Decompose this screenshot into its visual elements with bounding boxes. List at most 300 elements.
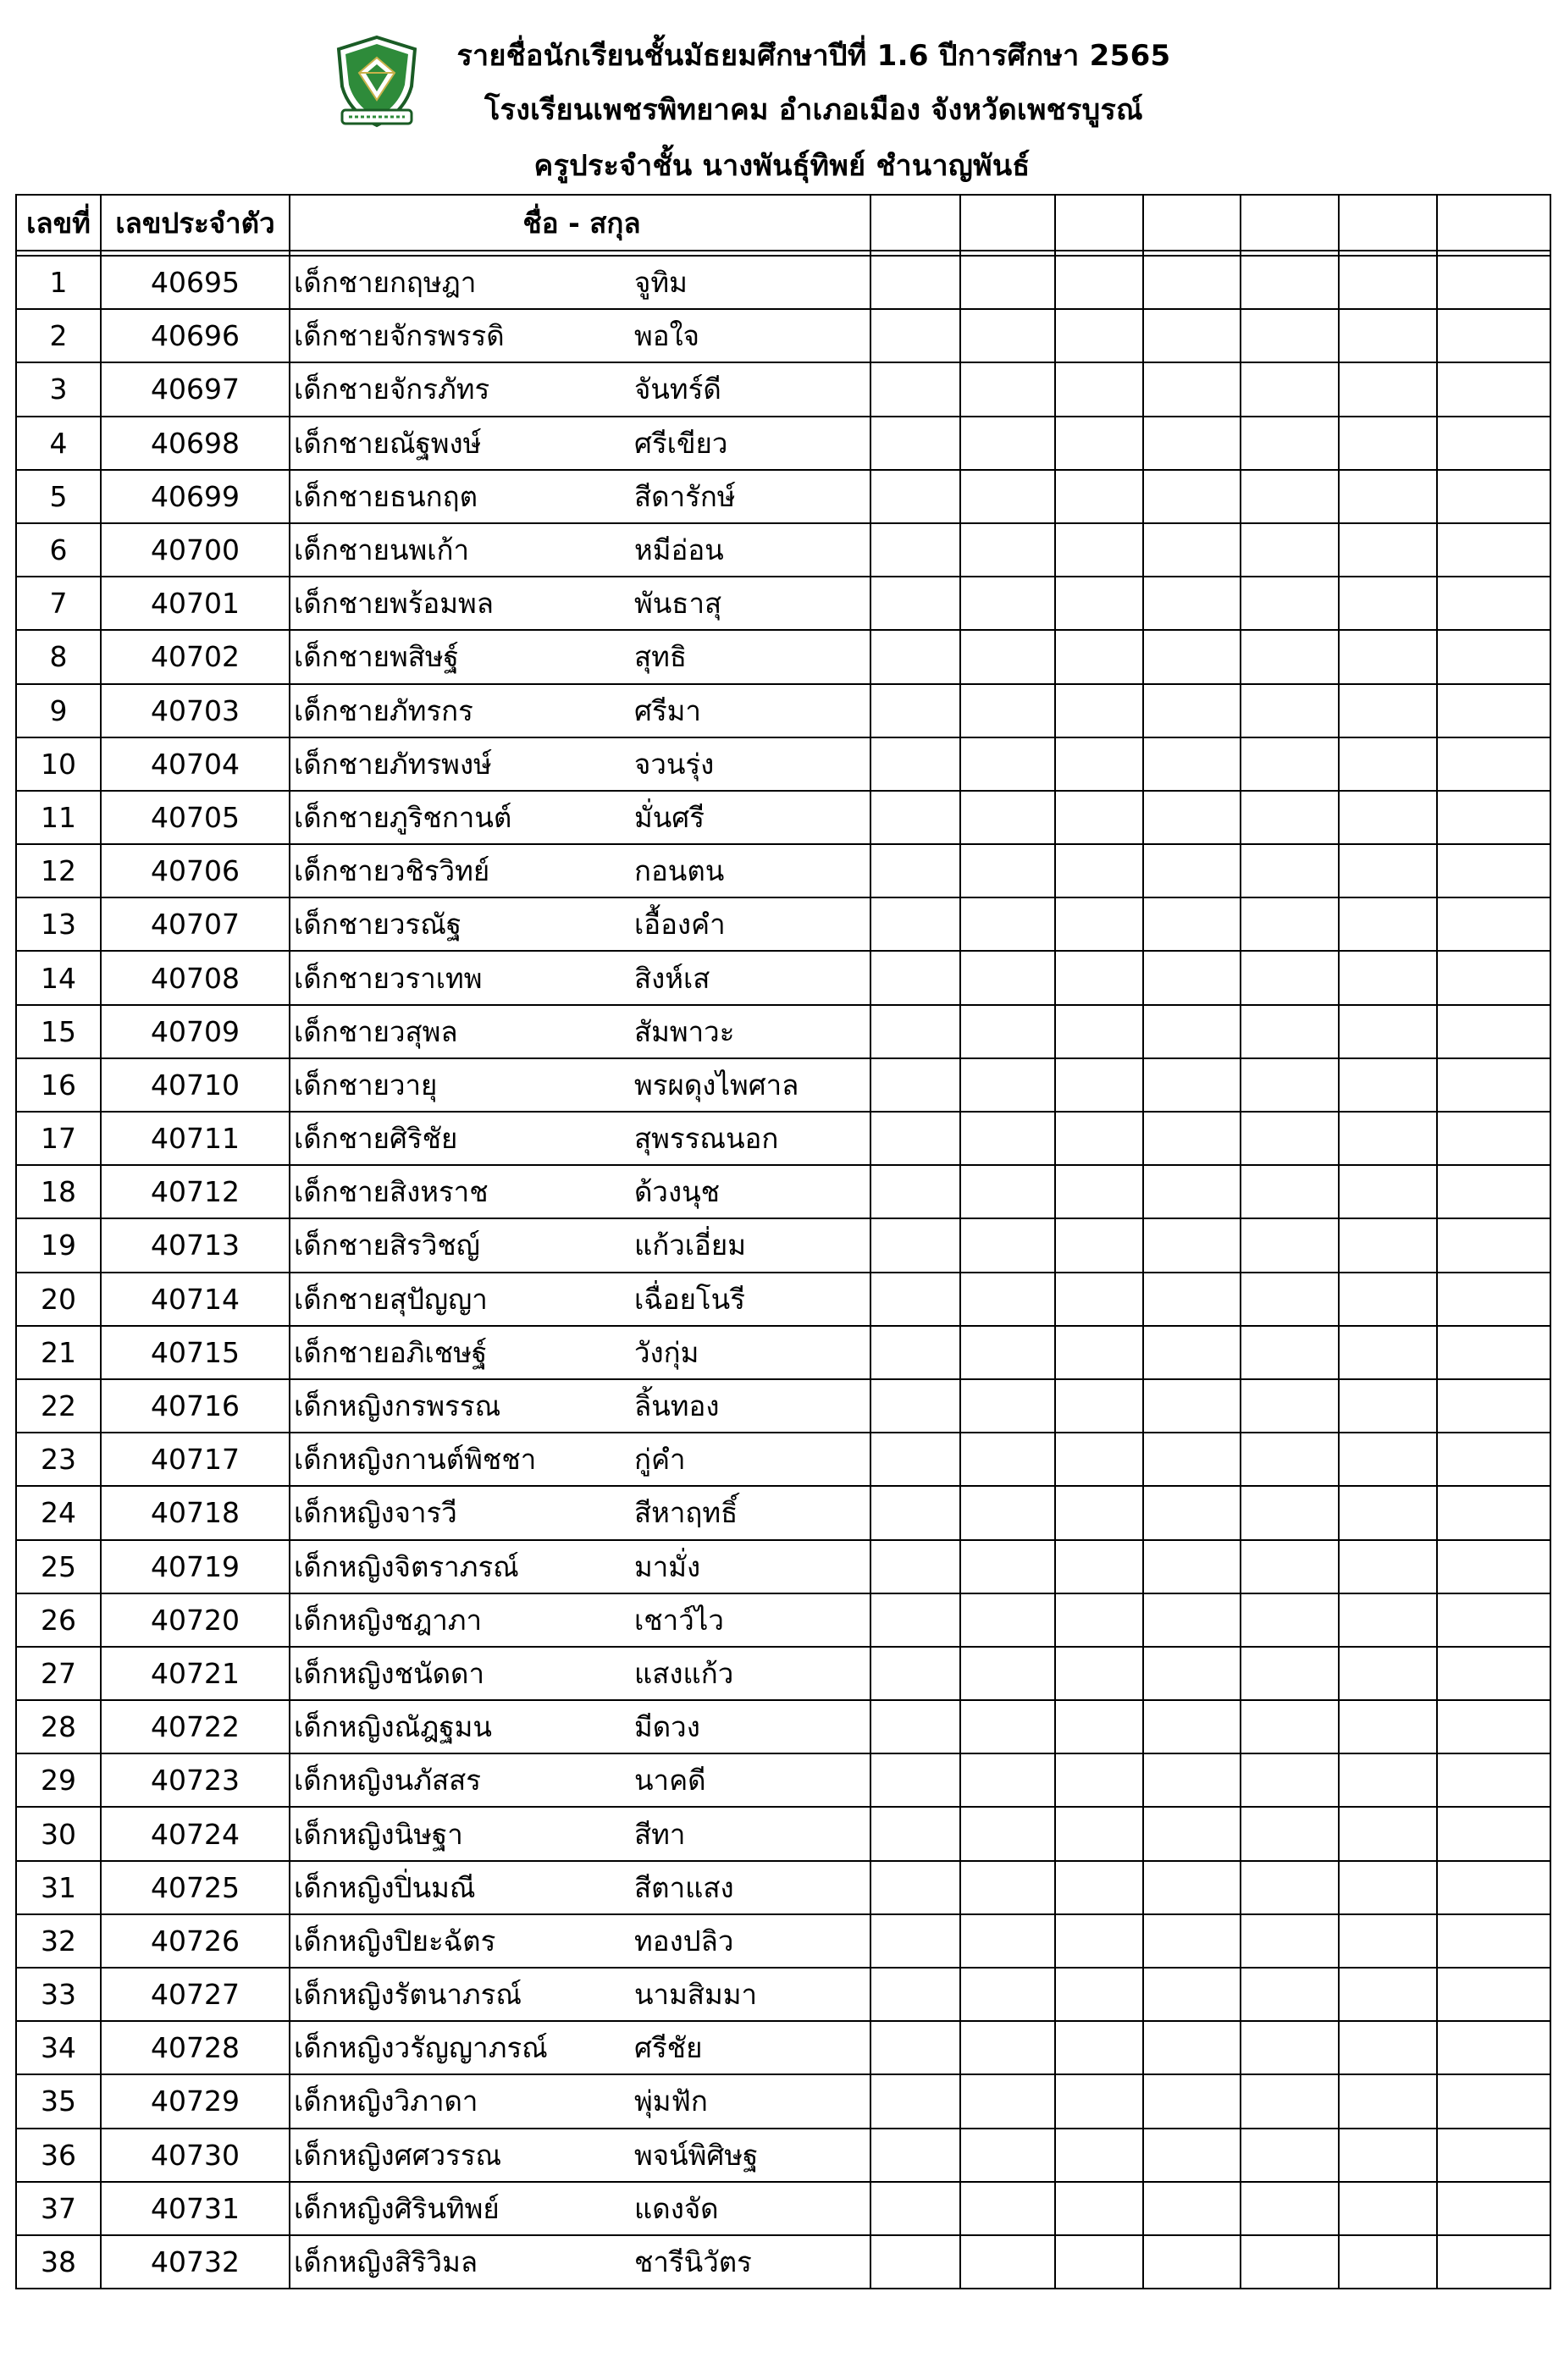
blank-cell: [1055, 1968, 1143, 2021]
blank-cell: [1437, 844, 1550, 897]
student-id-cell: 40700: [101, 523, 290, 577]
student-name-cell: [290, 1647, 870, 1700]
blank-cell: [1143, 630, 1241, 683]
student-number-cell: 8: [16, 630, 101, 683]
blank-cell: [1339, 1807, 1437, 1860]
blank-cell: [1143, 470, 1241, 523]
student-name-cell: [290, 1005, 870, 1058]
blank-cell: [1437, 256, 1550, 309]
blank-cell: [960, 951, 1055, 1004]
column-header-student-id: เลขประจำตัว: [101, 195, 290, 251]
student-id-cell: 40695: [101, 256, 290, 309]
blank-cell: [1241, 1753, 1339, 1807]
table-row: [16, 1486, 1550, 1539]
student-id-cell: 40717: [101, 1433, 290, 1486]
blank-cell: [1055, 470, 1143, 523]
blank-cell: [1339, 2129, 1437, 2182]
student-number-cell: 28: [16, 1700, 101, 1753]
blank-cell: [1241, 1433, 1339, 1486]
blank-cell: [1241, 417, 1339, 470]
student-number-cell: 1: [16, 256, 101, 309]
blank-cell: [1143, 1379, 1241, 1433]
blank-cell: [1339, 1540, 1437, 1593]
blank-cell: [870, 1593, 960, 1647]
student-number-cell: 18: [16, 1165, 101, 1218]
blank-cell: [960, 737, 1055, 791]
blank-cell: [1055, 1914, 1143, 1968]
blank-cell: [1143, 951, 1241, 1004]
student-name-cell: [290, 1968, 870, 2021]
student-last-name: พุ่มฟัก: [634, 2085, 708, 2118]
blank-cell: [870, 417, 960, 470]
blank-cell: [1339, 1700, 1437, 1753]
table-row: [16, 470, 1550, 523]
blank-cell: [870, 1165, 960, 1218]
student-number-cell: 35: [16, 2074, 101, 2128]
student-first-name: เด็กหญิงนภัสสร: [294, 1764, 481, 1797]
student-id-cell: 40704: [101, 737, 290, 791]
blank-cell: [1339, 1165, 1437, 1218]
student-first-name: เด็กหญิงนิษฐา: [294, 1817, 463, 1851]
blank-cell: [1339, 2182, 1437, 2235]
blank-cell: [1055, 1218, 1143, 1272]
student-roster-table: [15, 194, 1551, 2289]
blank-cell: [1339, 362, 1437, 416]
student-last-name: สีตาแสง: [634, 1870, 734, 1904]
table-row: [16, 1700, 1550, 1753]
student-number-cell: 12: [16, 844, 101, 897]
student-first-name: เด็กชายพสิษฐ์: [294, 640, 459, 674]
student-id-cell: 40729: [101, 2074, 290, 2128]
blank-cell: [960, 1218, 1055, 1272]
student-last-name: จวนรุ่ง: [634, 747, 715, 781]
blank-cell: [1055, 951, 1143, 1004]
roster-body: [16, 256, 1550, 2289]
student-number-cell: 3: [16, 362, 101, 416]
student-name-cell: [290, 523, 870, 577]
blank-cell: [870, 2074, 960, 2128]
blank-cell: [1055, 1486, 1143, 1539]
student-first-name: เด็กหญิงศศวรรณ: [294, 2138, 502, 2172]
blank-cell: [1339, 897, 1437, 951]
blank-cell: [1437, 417, 1550, 470]
blank-cell: [960, 1807, 1055, 1860]
blank-cell: [1055, 417, 1143, 470]
student-number-cell: 38: [16, 2235, 101, 2289]
blank-cell: [1241, 630, 1339, 683]
blank-column-header: [1055, 195, 1143, 251]
student-first-name: เด็กชายวายุ: [294, 1068, 438, 1102]
student-first-name: เด็กหญิงศิรินทิพย์: [294, 2191, 500, 2225]
blank-cell: [870, 897, 960, 951]
student-id-cell: 40732: [101, 2235, 290, 2289]
student-first-name: เด็กหญิงจารวี: [294, 1496, 457, 1530]
blank-cell: [1055, 737, 1143, 791]
table-row: [16, 2235, 1550, 2289]
blank-cell: [870, 470, 960, 523]
blank-cell: [1339, 1326, 1437, 1379]
student-last-name: สุพรรณนอก: [634, 1122, 779, 1156]
blank-cell: [1241, 897, 1339, 951]
blank-cell: [1241, 309, 1339, 362]
blank-cell: [1055, 2021, 1143, 2074]
blank-cell: [1339, 1753, 1437, 1807]
blank-cell: [1339, 1273, 1437, 1326]
student-number-cell: 36: [16, 2129, 101, 2182]
blank-cell: [1143, 1914, 1241, 1968]
student-id-cell: 40709: [101, 1005, 290, 1058]
blank-cell: [1241, 1326, 1339, 1379]
blank-cell: [1055, 256, 1143, 309]
student-id-cell: 40716: [101, 1379, 290, 1433]
blank-cell: [1339, 737, 1437, 791]
table-row: [16, 630, 1550, 683]
student-name-cell: [290, 630, 870, 683]
blank-cell: [1143, 2021, 1241, 2074]
blank-cell: [960, 1540, 1055, 1593]
student-first-name: เด็กชายธนกฤต: [294, 479, 478, 513]
blank-cell: [1339, 1005, 1437, 1058]
blank-cell: [1055, 309, 1143, 362]
student-name-cell: [290, 1861, 870, 1914]
blank-cell: [1143, 1593, 1241, 1647]
student-name-cell: [290, 256, 870, 309]
student-name-cell: [290, 362, 870, 416]
blank-cell: [1241, 362, 1339, 416]
student-id-cell: 40730: [101, 2129, 290, 2182]
blank-cell: [960, 470, 1055, 523]
blank-cell: [870, 1058, 960, 1112]
blank-cell: [1241, 684, 1339, 737]
student-number-cell: 15: [16, 1005, 101, 1058]
blank-cell: [1437, 1218, 1550, 1272]
table-row: [16, 2021, 1550, 2074]
student-last-name: ทองปลิว: [634, 1924, 734, 1958]
student-id-cell: 40727: [101, 1968, 290, 2021]
student-first-name: เด็กชายภัทรกร: [294, 693, 473, 727]
student-first-name: เด็กชายนพเก้า: [294, 533, 470, 567]
student-number-cell: 27: [16, 1647, 101, 1700]
blank-cell: [1437, 1807, 1550, 1860]
blank-cell: [960, 523, 1055, 577]
table-row: [16, 1647, 1550, 1700]
student-name-cell: [290, 2129, 870, 2182]
blank-cell: [1055, 1379, 1143, 1433]
blank-cell: [1143, 1112, 1241, 1165]
blank-cell: [870, 1753, 960, 1807]
blank-cell: [1055, 523, 1143, 577]
student-first-name: เด็กชายณัฐพงษ์: [294, 426, 482, 460]
blank-cell: [960, 1005, 1055, 1058]
blank-cell: [1437, 470, 1550, 523]
blank-cell: [1437, 630, 1550, 683]
student-first-name: เด็กหญิงวิภาดา: [294, 2085, 478, 2118]
blank-cell: [1437, 1968, 1550, 2021]
student-last-name: พอใจ: [634, 319, 700, 353]
student-first-name: เด็กชายวสุพล: [294, 1014, 458, 1048]
blank-cell: [1055, 1165, 1143, 1218]
blank-cell: [1241, 737, 1339, 791]
blank-cell: [1437, 1540, 1550, 1593]
student-first-name: เด็กชายสิรวิชญ์: [294, 1229, 480, 1262]
blank-cell: [1437, 2129, 1550, 2182]
student-number-cell: 31: [16, 1861, 101, 1914]
student-id-cell: 40722: [101, 1700, 290, 1753]
student-id-cell: 40697: [101, 362, 290, 416]
student-last-name: จูทิม: [634, 266, 688, 300]
student-last-name: พจน์พิศิษฐ: [634, 2138, 759, 2172]
student-id-cell: 40720: [101, 1593, 290, 1647]
blank-cell: [1241, 2021, 1339, 2074]
student-number-cell: 22: [16, 1379, 101, 1433]
table-row: [16, 1005, 1550, 1058]
student-name-cell: [290, 417, 870, 470]
blank-cell: [870, 791, 960, 844]
blank-column-header: [1143, 195, 1241, 251]
blank-cell: [1437, 523, 1550, 577]
blank-cell: [1339, 1914, 1437, 1968]
student-id-cell: 40712: [101, 1165, 290, 1218]
blank-cell: [1437, 309, 1550, 362]
blank-cell: [1437, 1273, 1550, 1326]
student-last-name: มีดวง: [634, 1710, 700, 1744]
student-id-cell: 40699: [101, 470, 290, 523]
blank-cell: [870, 1968, 960, 2021]
table-row: [16, 1807, 1550, 1860]
student-id-cell: 40698: [101, 417, 290, 470]
blank-cell: [1339, 1861, 1437, 1914]
blank-cell: [1241, 1700, 1339, 1753]
blank-cell: [1143, 2182, 1241, 2235]
blank-column-header: [870, 195, 960, 251]
blank-cell: [1437, 1005, 1550, 1058]
document-title: รายชื่อนักเรียนชั้นมัธยมศึกษาปีที่ 1.6 ปีการศึกษา 2565: [456, 39, 1171, 73]
table-row: [16, 417, 1550, 470]
blank-cell: [1339, 1218, 1437, 1272]
student-last-name: พันธาสุ: [634, 587, 722, 621]
student-first-name: เด็กชายจักรภัทร: [294, 373, 490, 406]
blank-cell: [1437, 1647, 1550, 1700]
blank-cell: [1143, 1647, 1241, 1700]
blank-cell: [1437, 791, 1550, 844]
student-last-name: หมีอ่อน: [634, 533, 724, 567]
student-last-name: สีทา: [634, 1817, 686, 1851]
table-row: [16, 1165, 1550, 1218]
student-id-cell: 40723: [101, 1753, 290, 1807]
student-last-name: นาคดี: [634, 1764, 706, 1797]
table-row: [16, 2074, 1550, 2128]
blank-cell: [870, 577, 960, 630]
student-id-cell: 40702: [101, 630, 290, 683]
blank-cell: [1143, 1807, 1241, 1860]
student-number-cell: 25: [16, 1540, 101, 1593]
blank-cell: [1143, 577, 1241, 630]
blank-cell: [870, 1273, 960, 1326]
blank-cell: [1241, 1968, 1339, 2021]
student-id-cell: 40715: [101, 1326, 290, 1379]
student-last-name: วังกุ่ม: [634, 1335, 699, 1369]
table-row: [16, 1273, 1550, 1326]
table-row: [16, 362, 1550, 416]
student-last-name: สิงห์เส: [634, 961, 710, 995]
student-last-name: มามั่ง: [634, 1549, 701, 1583]
table-row: [16, 1112, 1550, 1165]
blank-cell: [960, 417, 1055, 470]
blank-cell: [1143, 256, 1241, 309]
blank-cell: [1241, 951, 1339, 1004]
blank-cell: [1143, 2235, 1241, 2289]
student-last-name: เอื้องคำ: [634, 908, 726, 942]
table-row: [16, 2129, 1550, 2182]
blank-cell: [1055, 577, 1143, 630]
blank-cell: [1241, 1005, 1339, 1058]
table-row: [16, 684, 1550, 737]
table-row: [16, 523, 1550, 577]
blank-cell: [1437, 1165, 1550, 1218]
blank-cell: [1339, 470, 1437, 523]
blank-cell: [1055, 1593, 1143, 1647]
table-row: [16, 577, 1550, 630]
blank-cell: [1437, 737, 1550, 791]
student-last-name: ชารีนิวัตร: [634, 2245, 752, 2279]
table-row: [16, 844, 1550, 897]
student-first-name: เด็กหญิงกรพรรณ: [294, 1389, 501, 1423]
blank-cell: [1143, 844, 1241, 897]
blank-cell: [960, 1165, 1055, 1218]
blank-cell: [1437, 1112, 1550, 1165]
blank-cell: [1143, 684, 1241, 737]
student-last-name: ศรีชัย: [634, 2031, 703, 2065]
student-id-cell: 40706: [101, 844, 290, 897]
blank-cell: [1143, 1753, 1241, 1807]
student-number-cell: 2: [16, 309, 101, 362]
student-name-cell: [290, 737, 870, 791]
student-name-cell: [290, 1593, 870, 1647]
blank-cell: [1241, 1058, 1339, 1112]
blank-cell: [1437, 1433, 1550, 1486]
school-name-line: โรงเรียนเพชรพิทยาคม อำเภอเมือง จังหวัดเพชรบูรณ์: [484, 93, 1143, 127]
student-name-cell: [290, 684, 870, 737]
student-name-cell: [290, 951, 870, 1004]
blank-cell: [960, 1112, 1055, 1165]
blank-cell: [1143, 1058, 1241, 1112]
blank-cell: [1241, 1540, 1339, 1593]
blank-cell: [1339, 577, 1437, 630]
blank-cell: [870, 1486, 960, 1539]
blank-cell: [1143, 1326, 1241, 1379]
blank-cell: [960, 1593, 1055, 1647]
blank-cell: [1339, 630, 1437, 683]
blank-cell: [1241, 1379, 1339, 1433]
student-number-cell: 6: [16, 523, 101, 577]
blank-cell: [870, 2129, 960, 2182]
student-id-cell: 40707: [101, 897, 290, 951]
blank-cell: [1241, 2235, 1339, 2289]
blank-cell: [1143, 791, 1241, 844]
blank-cell: [1339, 2074, 1437, 2128]
blank-cell: [870, 362, 960, 416]
student-name-cell: [290, 1433, 870, 1486]
student-last-name: สีหาฤทธิ์: [634, 1496, 738, 1530]
blank-cell: [870, 2235, 960, 2289]
blank-cell: [1437, 2235, 1550, 2289]
blank-cell: [870, 2021, 960, 2074]
student-name-cell: [290, 1379, 870, 1433]
blank-cell: [1339, 256, 1437, 309]
student-number-cell: 13: [16, 897, 101, 951]
table-row: [16, 1540, 1550, 1593]
student-name-cell: [290, 791, 870, 844]
blank-cell: [1437, 1058, 1550, 1112]
blank-cell: [1143, 897, 1241, 951]
blank-cell: [870, 844, 960, 897]
student-first-name: เด็กชายภูริชกานต์: [294, 800, 512, 834]
blank-cell: [1339, 844, 1437, 897]
blank-cell: [1339, 2235, 1437, 2289]
student-id-cell: 40711: [101, 1112, 290, 1165]
student-number-cell: 16: [16, 1058, 101, 1112]
blank-cell: [1055, 2182, 1143, 2235]
blank-cell: [1339, 1593, 1437, 1647]
blank-cell: [1055, 1433, 1143, 1486]
student-first-name: เด็กชายวรณัฐ: [294, 908, 462, 942]
student-last-name: แก้วเอี่ยม: [634, 1229, 746, 1262]
blank-cell: [1055, 844, 1143, 897]
table-row: [16, 737, 1550, 791]
student-name-cell: [290, 2021, 870, 2074]
blank-cell: [1055, 791, 1143, 844]
student-id-cell: 40728: [101, 2021, 290, 2074]
blank-cell: [1437, 1700, 1550, 1753]
blank-cell: [870, 2182, 960, 2235]
blank-cell: [1143, 523, 1241, 577]
blank-cell: [1437, 362, 1550, 416]
student-number-cell: 33: [16, 1968, 101, 2021]
blank-cell: [870, 1112, 960, 1165]
blank-cell: [1241, 791, 1339, 844]
blank-cell: [960, 1326, 1055, 1379]
student-last-name: แดงจัด: [634, 2191, 719, 2225]
student-name-cell: [290, 1058, 870, 1112]
student-name-cell: [290, 2074, 870, 2128]
blank-column-header: [1437, 195, 1550, 251]
blank-cell: [960, 844, 1055, 897]
blank-cell: [1143, 417, 1241, 470]
student-id-cell: 40725: [101, 1861, 290, 1914]
blank-cell: [1241, 256, 1339, 309]
blank-cell: [1055, 1861, 1143, 1914]
blank-cell: [870, 1540, 960, 1593]
student-last-name: ศรีเขียว: [634, 426, 728, 460]
blank-cell: [870, 1379, 960, 1433]
blank-cell: [960, 1486, 1055, 1539]
student-id-cell: 40731: [101, 2182, 290, 2235]
blank-cell: [960, 256, 1055, 309]
student-name-cell: [290, 1807, 870, 1860]
blank-cell: [1437, 1326, 1550, 1379]
student-last-name: ศรีมา: [634, 693, 701, 727]
student-number-cell: 23: [16, 1433, 101, 1486]
student-name-cell: [290, 1486, 870, 1539]
student-number-cell: 5: [16, 470, 101, 523]
student-id-cell: 40713: [101, 1218, 290, 1272]
student-first-name: เด็กชายจักรพรรดิ: [294, 319, 505, 353]
blank-cell: [870, 523, 960, 577]
student-last-name: สัมพาวะ: [634, 1014, 735, 1048]
blank-cell: [1241, 577, 1339, 630]
blank-cell: [960, 2129, 1055, 2182]
blank-cell: [1241, 1861, 1339, 1914]
